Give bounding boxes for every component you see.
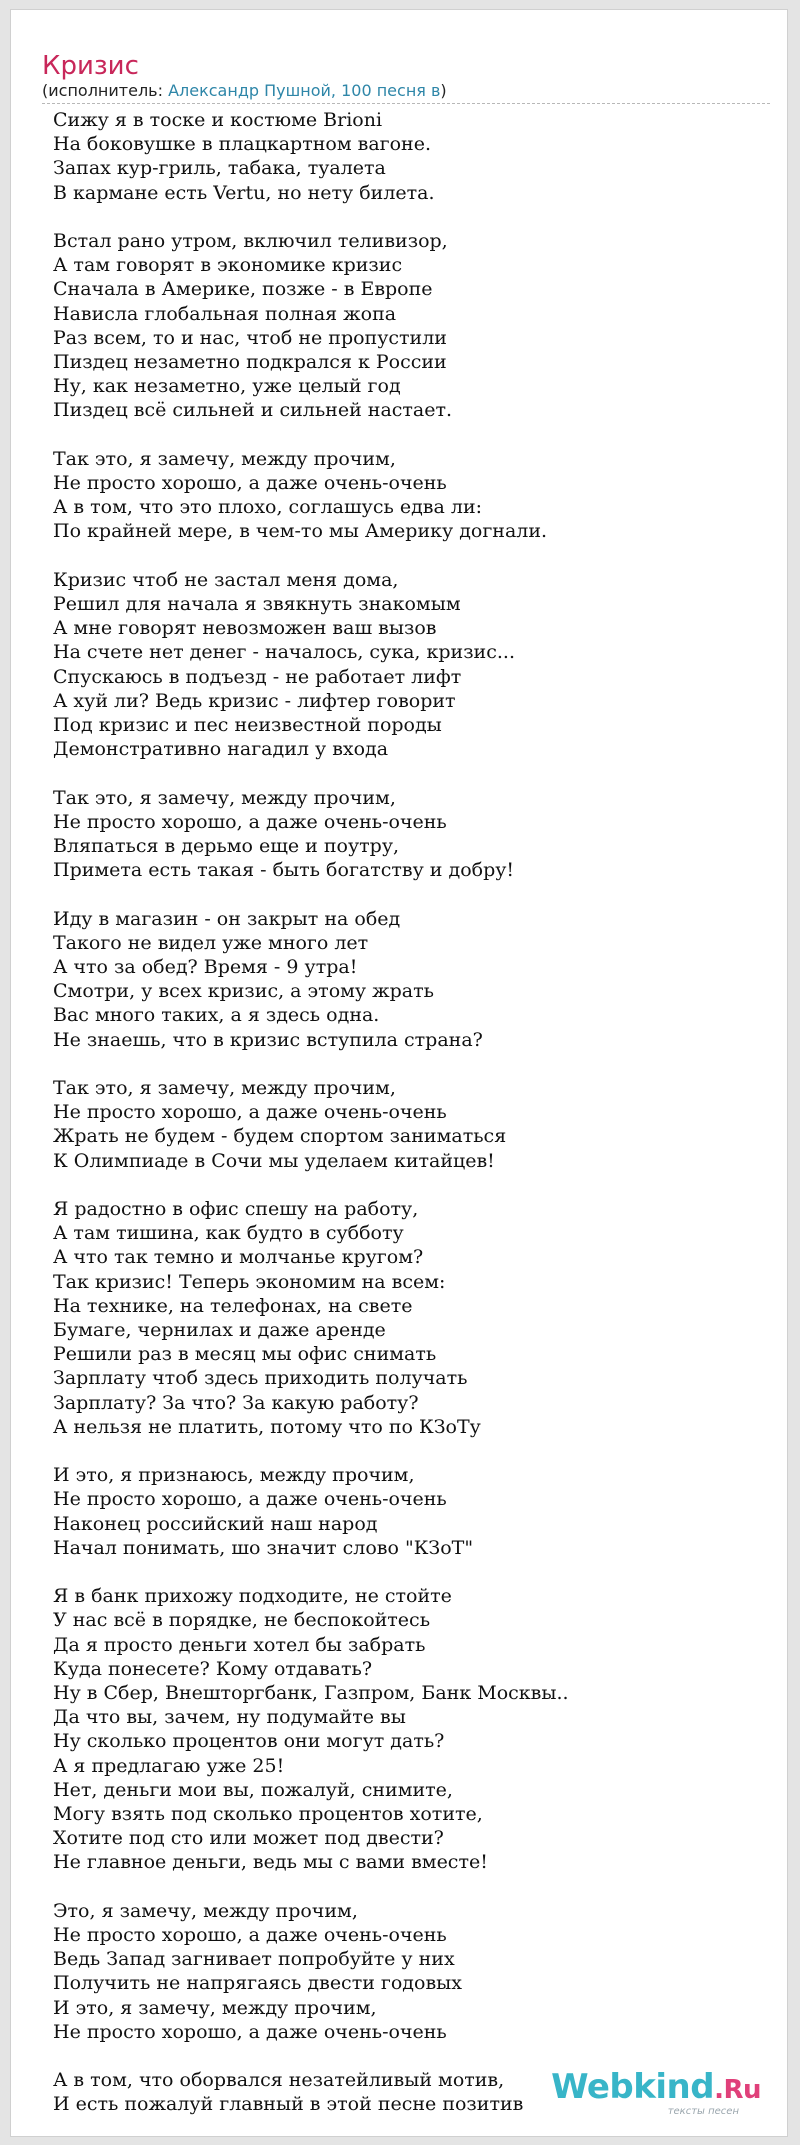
performer-link[interactable]: Александр Пушной, 100 песня в	[168, 81, 441, 100]
lyrics-line: Так это, я замечу, между прочим,	[53, 447, 396, 470]
lyrics-line: На технике, на телефонах, на свете	[53, 1294, 413, 1317]
logo-tld-text: .Ru	[714, 2075, 761, 2105]
lyrics-line: Не просто хорошо, а даже очень-очень	[53, 1924, 447, 1947]
lyrics-line: А я предлагаю уже 25!	[53, 1754, 285, 1777]
lyrics-line: Не просто хорошо, а даже очень-очень	[53, 1488, 447, 1511]
lyrics-line: Не просто хорошо, а даже очень-очень	[53, 810, 447, 833]
lyrics-line: Смотри, у всех кризис, а этому жрать	[53, 980, 434, 1003]
lyrics-line: Не просто хорошо, а даже очень-очень	[53, 472, 447, 495]
lyrics-line: Не просто хорошо, а даже очень-очень	[53, 1101, 447, 1124]
lyrics-stanza	[53, 108, 773, 205]
lyrics-line: Могу взять под сколько процентов хотите,	[53, 1803, 483, 1826]
lyrics-line: Нависла глобальная полная жопа	[53, 302, 397, 325]
lyrics-line: И есть пожалуй главный в этой песне позитив	[53, 2093, 524, 2116]
lyrics-line: Зарплату? За что? За какую работу?	[53, 1391, 419, 1414]
lyrics-line: Демонстративно нагадил у входа	[53, 738, 389, 761]
lyrics-line: Решили раз в месяц мы офис снимать	[53, 1343, 437, 1366]
lyrics-stanza	[53, 568, 773, 762]
lyrics-line: А что так темно и молчанье кругом?	[53, 1246, 424, 1269]
lyrics-line: Бумаге, чернилах и даже аренде	[53, 1319, 386, 1342]
song-title: Кризис	[42, 51, 139, 81]
lyrics-line: Пиздец незаметно подкрался к России	[53, 351, 447, 374]
lyrics-line: Примета есть такая - быть богатству и добру!	[53, 859, 515, 882]
lyrics-line: Начал понимать, шо значит слово "КЗоТ"	[53, 1536, 474, 1559]
lyrics-line: Встал рано утром, включил теливизор,	[53, 230, 448, 252]
lyrics-line: Иду в магазин - он закрыт на обед	[53, 907, 401, 930]
lyrics-line: Получить не напрягаясь двести годовых	[53, 1972, 462, 1995]
lyrics-line: И это, я замечу, между прочим,	[53, 1996, 377, 2019]
lyrics-line: И это, я признаюсь, между прочим,	[53, 1464, 415, 1487]
lyrics-line: Так кризис! Теперь экономим на всем:	[53, 1270, 446, 1293]
lyrics-line: Запах кур-гриль, табака, туалета	[53, 157, 386, 180]
lyrics-line: Под кризис и пес неизвестной породы	[53, 714, 442, 737]
lyrics-line: Да что вы, зачем, ну подумайте вы	[53, 1706, 406, 1729]
logo-tagline: тексты песен	[667, 2106, 739, 2117]
lyrics-line: У нас всё в порядке, не беспокойтесь	[53, 1609, 431, 1632]
lyrics-line: А в том, что это плохо, соглашусь едва ли:	[53, 496, 483, 519]
lyrics-line: Раз всем, то и нас, чтоб не пропустили	[53, 326, 447, 349]
lyrics-line: К Олимпиаде в Сочи мы уделаем китайцев!	[53, 1149, 495, 1172]
lyrics-line: Вас много таких, а я здесь одна.	[53, 1004, 380, 1027]
lyrics-stanza	[53, 229, 773, 423]
performer-prefix: (исполнитель:	[42, 81, 169, 100]
lyrics-line: Ну, как незаметно, уже целый год	[53, 375, 401, 398]
lyrics-line: На боковушке в плацкартном вагоне.	[53, 133, 432, 156]
lyrics-line: Такого не видел уже много лет	[53, 931, 369, 954]
lyrics-line: Так это, я замечу, между прочим,	[53, 1077, 396, 1100]
lyrics-line: По крайней мере, в чем-то мы Америку догнали.	[53, 520, 548, 543]
lyrics-line: Вляпаться в дерьмо еще и поутру,	[53, 835, 400, 858]
lyrics-line: Так это, я замечу, между прочим,	[53, 786, 396, 809]
lyrics-line: Наконец российский наш народ	[53, 1512, 378, 1535]
lyrics-line: Ну сколько процентов они могут дать?	[53, 1730, 445, 1753]
lyrics-stanza	[53, 447, 773, 544]
lyrics-line: Пиздец всё сильней и сильней настает.	[53, 399, 453, 422]
logo-main-text: Webkind	[551, 2067, 715, 2107]
lyrics-line: Зарплату чтоб здесь приходить получать	[53, 1367, 468, 1390]
lyrics-line: Куда понесете? Кому отдавать?	[53, 1657, 373, 1680]
lyrics-stanza	[53, 1899, 773, 2044]
lyrics-line: Жрать не будем - будем спортом заниматься	[53, 1125, 507, 1148]
lyrics-line: А что за обед? Время - 9 утра!	[53, 956, 358, 979]
site-logo[interactable]	[551, 2068, 761, 2118]
lyrics-line: Не главное деньги, ведь мы с вами вместе!	[53, 1851, 488, 1874]
lyrics-line: Спускаюсь в подъезд - не работает лифт	[53, 665, 462, 688]
lyrics-stanza	[53, 786, 773, 883]
lyrics-line: Сижу я в тоске и костюме Brioni	[53, 109, 383, 131]
lyrics-line: Сначала в Америке, позже - в Европе	[53, 278, 433, 301]
lyrics-line: Да я просто деньги хотел бы забрать	[53, 1633, 426, 1656]
lyrics-line: А мне говорят невозможен ваш вызов	[53, 617, 437, 640]
performer-suffix: )	[440, 81, 447, 100]
lyrics-line: Хотите под сто или может под двести?	[53, 1827, 444, 1850]
lyrics-line: А в том, что оборвался незатейливый мотив,	[53, 2069, 505, 2092]
lyrics-stanza	[53, 1584, 773, 1874]
lyrics-stanza	[53, 1463, 773, 1560]
lyrics-line: А хуй ли? Ведь кризис - лифтер говорит	[53, 689, 456, 712]
lyrics-line: На счете нет денег - началось, сука, кризис...	[53, 641, 515, 664]
performer-line	[42, 80, 770, 104]
lyrics-line: А там говорят в экономике кризис	[53, 254, 403, 277]
lyrics-line: Я в банк прихожу подходите, не стойте	[53, 1585, 452, 1608]
lyrics-line: А там тишина, как будто в субботу	[53, 1222, 404, 1245]
lyrics-line: Это, я замечу, между прочим,	[53, 1899, 358, 1922]
lyrics-stanza	[53, 907, 773, 1052]
lyrics-line: А нельзя не платить, потому что по КЗоТу	[53, 1415, 481, 1438]
lyrics-line: Не просто хорошо, а даже очень-очень	[53, 2020, 447, 2043]
lyrics-stanza	[53, 1076, 773, 1173]
lyrics-line: Ведь Запад загнивает попробуйте у них	[53, 1948, 455, 1971]
lyrics-line: Ну в Сбер, Внешторгбанк, Газпром, Банк Москвы..	[53, 1682, 569, 1705]
lyrics-text	[53, 108, 773, 2137]
lyrics-line: В кармане есть Vertu, но нету билета.	[53, 181, 435, 204]
lyrics-line: Нет, деньги мои вы, пожалуй, снимите,	[53, 1778, 453, 1801]
lyrics-card	[10, 9, 788, 2137]
lyrics-line: Решил для начала я звякнуть знакомым	[53, 593, 461, 616]
lyrics-line: Не знаешь, что в кризис вступила страна?	[53, 1028, 483, 1051]
lyrics-line: Я радостно в офис спешу на работу,	[53, 1198, 419, 1221]
lyrics-line: Кризис чтоб не застал меня дома,	[53, 568, 399, 591]
lyrics-stanza	[53, 1197, 773, 1439]
